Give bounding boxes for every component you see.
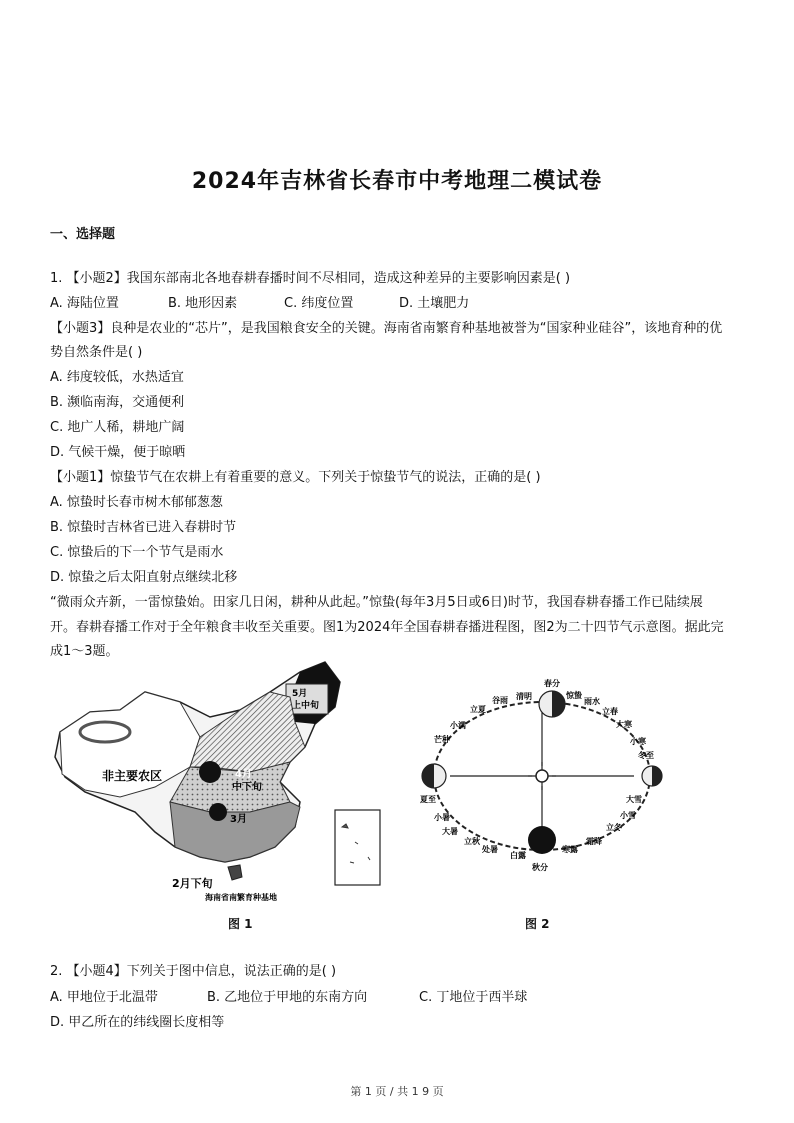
term-label: 小满	[450, 721, 466, 730]
option-row	[50, 989, 527, 1006]
term-label: 立春	[602, 707, 618, 716]
option-c: C. 地广人稀，耕地广阔	[50, 420, 185, 435]
map-label: 上中旬	[292, 701, 320, 711]
option-a: A. 惊蛰时长春市树木郁郁葱葱	[50, 495, 223, 510]
south-china-sea-inset	[335, 810, 380, 885]
map-label: 5月	[292, 689, 308, 699]
option-a: A. 纬度较低，水热适宜	[50, 370, 184, 385]
map-label: 2月下旬	[172, 877, 213, 890]
figure-1-map	[50, 662, 390, 902]
option-d: D. 土壤肥力	[399, 296, 470, 311]
term-label: 立夏	[470, 705, 486, 714]
term-label: 小寒	[630, 737, 646, 746]
term-label: 惊蛰	[566, 691, 582, 700]
option-b: B. 乙地位于甲地的东南方向	[207, 990, 368, 1005]
option-d: D. 甲乙所在的纬线圈长度相等	[50, 1015, 225, 1030]
term-label: 夏至	[420, 795, 436, 804]
option-row	[50, 295, 469, 312]
map-label: 非主要农区	[102, 769, 163, 783]
hainan-island	[228, 865, 242, 880]
term-label: 小暑	[434, 813, 450, 822]
term-label: 霜降	[586, 837, 602, 846]
section-heading: 一、选择题	[50, 227, 116, 242]
term-label: 立秋	[464, 837, 480, 846]
option-b: B. 惊蛰时吉林省已进入春耕时节	[50, 520, 237, 535]
earth-qiufen	[528, 826, 556, 854]
option-c: C. 纬度位置	[284, 296, 354, 311]
option-d: D. 惊蛰之后太阳直射点继续北移	[50, 570, 238, 585]
question-stem: 【小题1】惊蛰节气在农耕上有着重要的意义。下列关于惊蛰节气的说法，正确的是( )	[50, 470, 541, 485]
map-label: 中下旬	[232, 782, 262, 793]
term-label: 立冬	[606, 823, 622, 832]
page-title: 2024年吉林省长春市中考地理二模试卷	[191, 169, 603, 194]
map-label: 海南省南繁育种基地	[205, 893, 277, 902]
term-label: 白露	[510, 851, 526, 860]
question-stem: 【小题3】良种是农业的“芯片”，是我国粮食安全的关键。海南省南繁育种基地被誉为“国家种业硅谷”，该地育种的优	[50, 321, 723, 336]
question-stem: 1. 【小题2】我国东部南北各地春耕春播时间不尽相同，造成这种差异的主要影响因素是( )	[50, 271, 571, 286]
page-footer: 第 1 页 / 共 1 9 页	[350, 1085, 444, 1098]
figure-2-solar-terms	[420, 672, 665, 872]
term-label: 秋分	[532, 863, 548, 872]
term-label: 处暑	[482, 845, 498, 854]
figure-caption: 图 2	[525, 917, 550, 931]
term-label: 谷雨	[492, 696, 508, 705]
intro-text: 成1～3题。	[50, 644, 119, 659]
term-label: 小雪	[620, 811, 636, 820]
option-d: D. 气候干燥，便于晾晒	[50, 445, 186, 460]
term-label: 清明	[516, 692, 532, 701]
location-marker	[209, 803, 227, 821]
option-b: B. 地形因素	[168, 296, 238, 311]
figure-caption: 图 1	[228, 917, 253, 931]
map-label: 4月	[235, 769, 252, 780]
option-c: C. 丁地位于西半球	[419, 990, 528, 1005]
location-marker	[199, 761, 221, 783]
question-stem: 2. 【小题4】下列关于图中信息，说法正确的是( )	[50, 964, 337, 979]
option-b: B. 濒临南海，交通便利	[50, 395, 185, 410]
option-a: A. 海陆位置	[50, 296, 119, 311]
option-a: A. 甲地位于北温带	[50, 990, 158, 1005]
term-label: 春分	[544, 679, 560, 688]
north-china-region	[190, 692, 305, 772]
term-label: 冬至	[638, 751, 654, 760]
term-label: 大寒	[616, 720, 632, 729]
intro-text: 开。春耕春播工作对于全年粮食丰收至关重要。图1为2024年全国春耕春播进程图，图2为二十四节气示意图。据此完	[50, 620, 724, 635]
term-label: 大暑	[442, 827, 458, 836]
sun-icon	[536, 770, 548, 782]
map-label: 3月	[230, 814, 247, 825]
option-c: C. 惊蛰后的下一个节气是雨水	[50, 545, 224, 560]
term-label: 寒露	[562, 845, 578, 854]
term-label: 雨水	[584, 697, 600, 706]
intro-text: “微雨众卉新，一雷惊蛰始。田家几日闲，耕种从此起。”惊蛰(每年3月5日或6日)时节，我国春耕春播工作已陆续展	[50, 595, 703, 610]
question-stem: 势自然条件是( )	[50, 345, 143, 360]
term-label: 芒种	[434, 735, 450, 744]
term-label: 大雪	[626, 795, 642, 804]
